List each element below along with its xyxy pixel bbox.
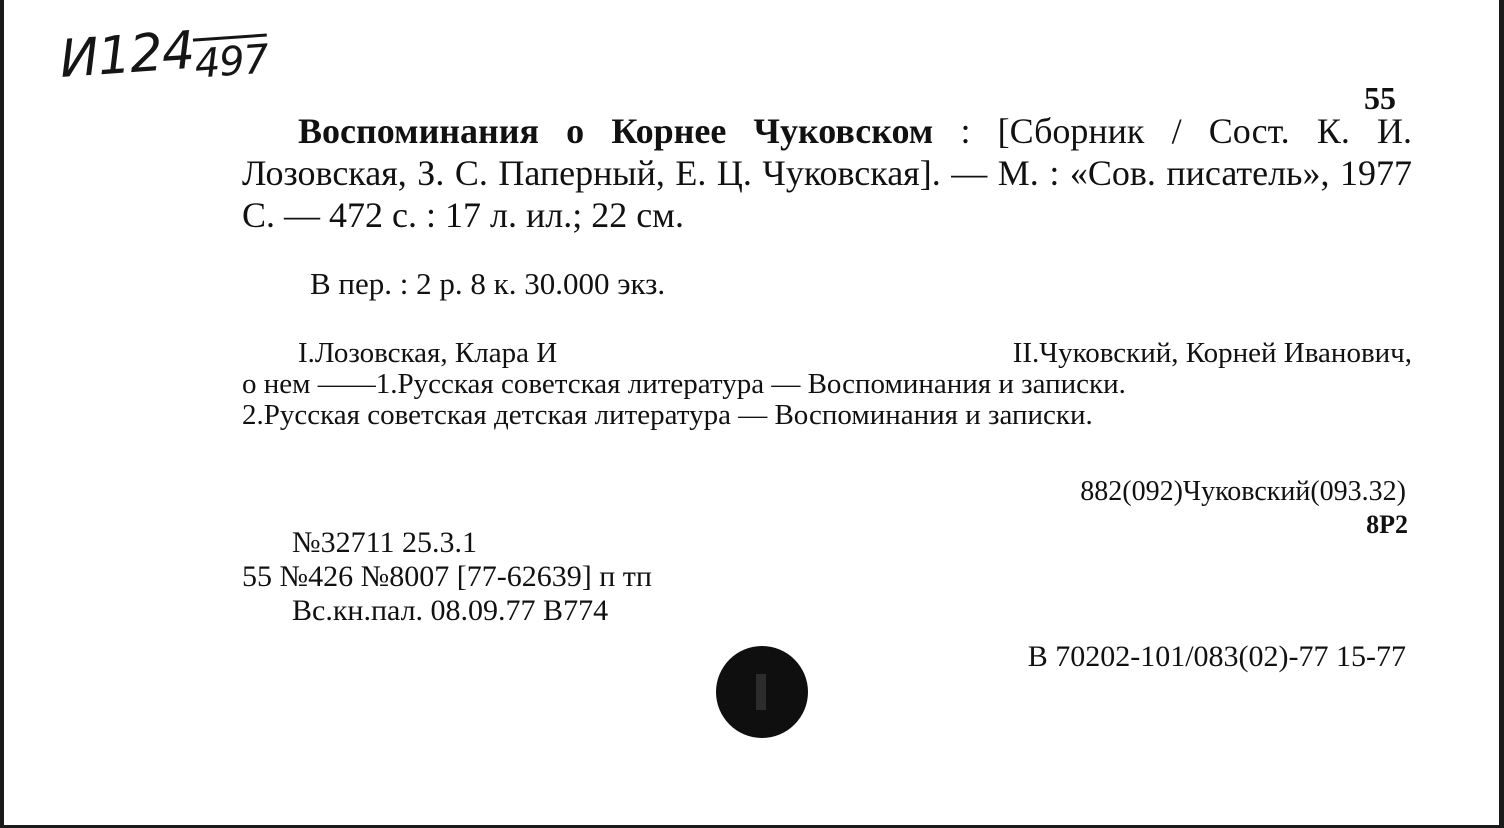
entry-title: Воспоминания о Корнее Чуковском [298,111,934,151]
subject-row-2: о нем ——1.Русская советская литература — Воспоминания и записки. [242,368,1126,400]
subject-row-3: 2.Русская советская детская литература — Воспоминания и записки. [242,399,1093,431]
handwritten-sub: 497 [193,34,270,88]
card-right-edge [1499,0,1504,828]
subject-row-1 [242,338,1412,369]
subject-person-1: I.Лозовская, Клара И [298,337,558,369]
publisher-code: В 70202-101/083(02)-77 15-77 [1027,640,1406,673]
entry-body: : [Сборник / Сост. К. И. Лозовская, З. С. Паперный, Е. Ц. Чуковская]. — М. : «Сов. писатель», 1977 С. — 472 с. : 17 л. ил.; 22 см. [242,111,1412,235]
punch-hole [716,646,808,738]
handwritten-main: И124 [57,20,196,90]
subject-headings [242,338,1412,431]
bbk-index: 8Р2 [1366,510,1408,539]
price-line: В пер. : 2 р. 8 к. 30.000 экз. [310,266,666,301]
inventory-line-1: №32711 25.3.1 [292,526,478,559]
udc-index: 882(092)Чуковский(093.32) [1080,476,1406,507]
subject-person-2: II.Чуковский, Корней Иванович, [1012,337,1412,369]
bibliographic-entry [242,110,1412,236]
card-left-edge [0,0,4,828]
handwritten-shelfmark [58,16,269,90]
inventory-line-2: 55 №426 №8007 [77-62639] п тп [242,560,652,593]
card-number: 55 [1364,80,1396,116]
inventory-line-3: Вс.кн.пал. 08.09.77 В774 [292,594,609,627]
